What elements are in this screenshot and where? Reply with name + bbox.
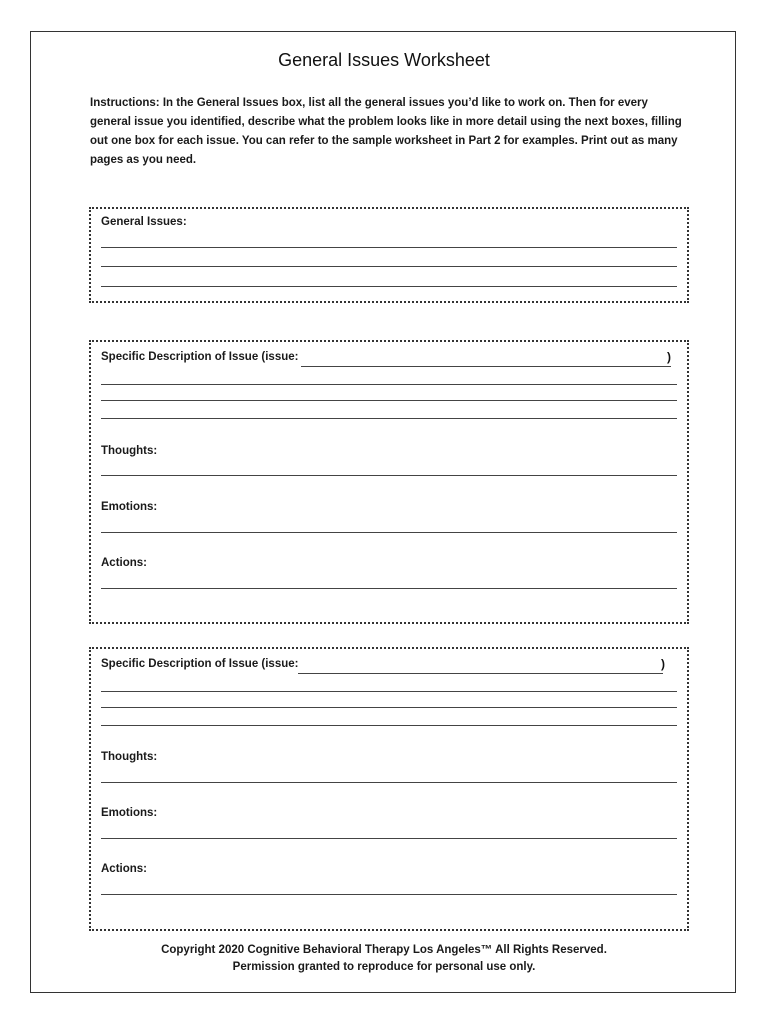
description-line-2[interactable]	[101, 400, 677, 401]
issue-close-paren: )	[667, 350, 671, 364]
description-line-3[interactable]	[101, 725, 677, 726]
emotions-line[interactable]	[101, 838, 677, 839]
description-line-2[interactable]	[101, 707, 677, 708]
specific-description-label: Specific Description of Issue (issue:	[101, 351, 299, 363]
issue-close-paren: )	[661, 657, 665, 671]
emotions-label: Emotions:	[101, 807, 158, 819]
actions-label: Actions:	[101, 557, 147, 569]
specific-issue-box-1	[89, 340, 689, 624]
description-line-1[interactable]	[101, 384, 677, 385]
actions-line[interactable]	[101, 894, 677, 895]
general-issues-label: General Issues:	[101, 216, 187, 228]
specific-issue-box-2	[89, 647, 689, 931]
general-issues-box	[89, 207, 689, 303]
emotions-label: Emotions:	[101, 501, 158, 513]
thoughts-line[interactable]	[101, 475, 677, 476]
thoughts-label: Thoughts:	[101, 751, 158, 763]
copyright-notice: Copyright 2020 Cognitive Behavioral Therapy Los Angeles™ All Rights Reserved.	[161, 944, 607, 956]
emotions-line[interactable]	[101, 532, 677, 533]
actions-line[interactable]	[101, 588, 677, 589]
description-line-3[interactable]	[101, 418, 677, 419]
general-issues-line-1[interactable]	[101, 247, 677, 248]
actions-label: Actions:	[101, 863, 147, 875]
issue-name-line[interactable]	[298, 673, 663, 674]
thoughts-line[interactable]	[101, 782, 677, 783]
instructions-text: Instructions: In the General Issues box, list all the general issues you’d like to work on. Then for every general issue you identified, describe what the problem looks like in more detail using the next boxes, filling out one box for each issue. You can refer to the sample worksheet in Part 2 for examples. Print out as many pages as you need.	[90, 97, 682, 166]
worksheet-title: General Issues Worksheet	[278, 50, 490, 70]
general-issues-line-2[interactable]	[101, 266, 677, 267]
permission-notice: Permission granted to reproduce for personal use only.	[232, 961, 536, 973]
thoughts-label: Thoughts:	[101, 445, 158, 457]
specific-description-label: Specific Description of Issue (issue:	[101, 658, 299, 670]
description-line-1[interactable]	[101, 691, 677, 692]
issue-name-line[interactable]	[301, 366, 671, 367]
general-issues-line-3[interactable]	[101, 286, 677, 287]
